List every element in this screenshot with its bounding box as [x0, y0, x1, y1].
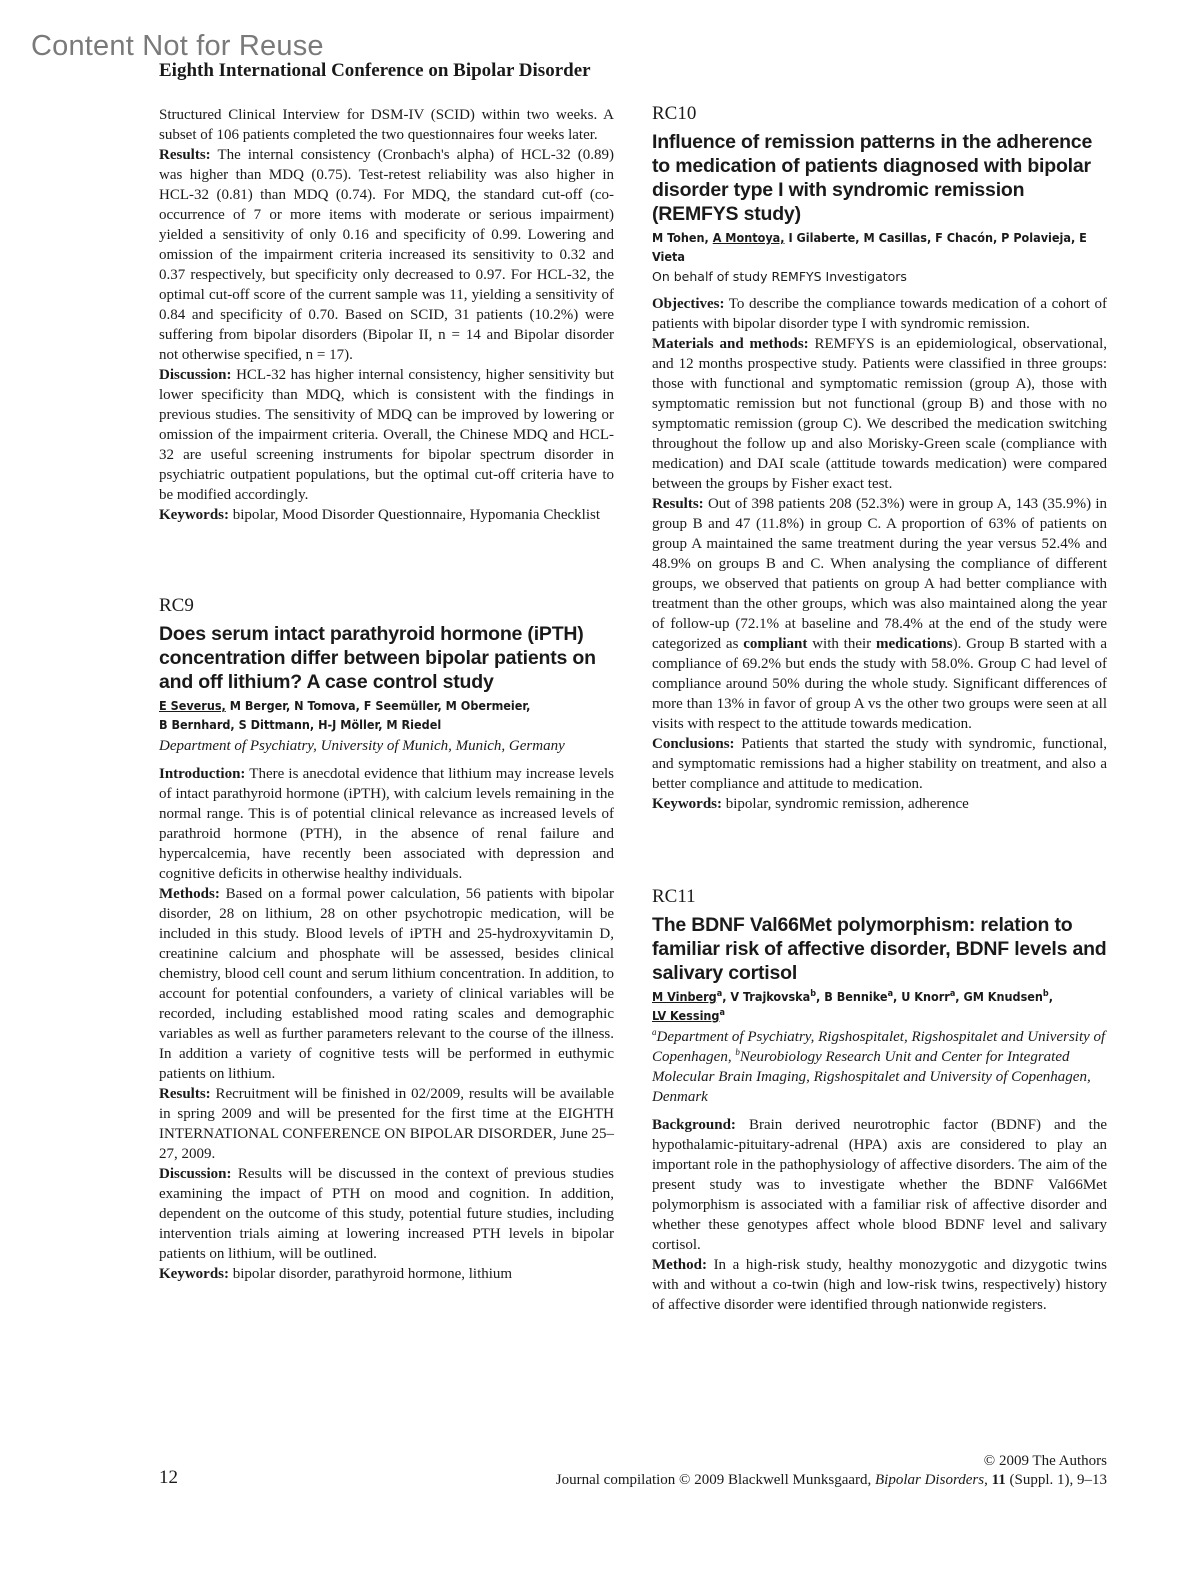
author-list: M Tohen, A Montoya, I Gilaberte, M Casillas, F Chacón, P Polavieja, E Vieta	[652, 230, 1087, 264]
abstract-title: Influence of remission patterns in the adherence to medication of patients diagnosed with bipolar disorder type I with syndromic remission (REMFYS study)	[652, 131, 1093, 225]
author-list: M Vinberg$^a$, V Trajkovska$^b$, B Bennike$^a$, U Knorr$^a$, GM Knudsen$^b$, LV Kessing$^a$	[652, 988, 1053, 1023]
journal-citation: Journal compilation © 2009 Blackwell Munksgaard, Bipolar Disorders, 11 (Suppl. 1), 9–13	[555, 1472, 1107, 1488]
abstract-rc10	[652, 103, 1107, 814]
watermark: Content Not for Reuse	[31, 30, 324, 62]
affiliation: $^a$Department of Psychiatry, Rigshospitalet, Rigshospitalet and University of Copenhagen, $^b$Neurobiology Research Unit and Center for Integrated Molecular Brain Imaging, Rigshospitalet and University of Copenhagen, Denmark	[652, 1027, 1106, 1105]
abstract-title: The BDNF Val66Met polymorphism: relation to familiar risk of affective disorder, BDNF levels and salivary cortisol	[652, 914, 1107, 984]
left-column	[159, 105, 614, 1284]
abstract-body: Introduction: There is anecdotal evidence that lithium may increase levels of intact parathyroid hormone (iPTH), with calcium levels remaining in the normal range. This is of potential clinical relevance as increased levels of parathroid hormone (PTH), in the absence of renal failure and hypercalcemia, have recently been associated with depression and cognitive deficits in otherwise healthy individuals. Methods: Based on a formal power calculation, 56 patients with bipolar disorder, 28 on lithium, 28 on other psychotropic medication, will be included in this study. Blood levels of iPTH and 25-hydroxyvitamin D, creatinine calcium and phosphate will be assessed, besides clinical chemistry, blood cell count and serum lithium concentration. In addition, to account for potential confounders, a variety of clinical variables will be recorded, including established mood rating scales and demographic variables as well as further parameters relevant to the course of the illness. In addition a variety of cognitive tests will be performed in euthymic patients on lithium. Results: Recruitment will be finished in 02/2009, results will be available in spring 2009 and will be presented for the first time at the EIGHTH INTERNATIONAL CONFERENCE ON BIPOLAR DISORDER, June 25–27, 2009. Discussion: Results will be discussed in the context of previous studies examining the impact of PTH on mood and cognition. In addition, dependent on the outcome of this study, potential future studies, including intervention trials aiming at lowering increased PTH levels in bipolar patients on lithium, will be outlined. Keywords: bipolar disorder, parathyroid hormone, lithium	[159, 766, 615, 1282]
copyright: © 2009 The Authors	[983, 1453, 1107, 1469]
abstract-body: Objectives: To describe the compliance towards medication of a cohort of patients with bipolar disorder type I with syndromic remission. Materials and methods: REMFYS is an epidemiological, observational, and 12 months prospective study. Patients were classified in three groups: those with functional and symptomatic remission (group A), those with symptomatic remission but not functional (group B) and those with no symptomatic remission (group C). We described the medication switching throughout the follow up and also Morisky-Green scale (compliance with medication) and DAI scale (attitude towards medication) were compared between the groups by Fisher exact test. Results: Out of 398 patients 208 (52.3%) were in group A, 143 (35.9%) in group B and 47 (11.8%) in group C. A proportion of 63% of patients on group A maintained the same treatment during the year versus 52.4% and 48.9% on groups B and C. When analysing the compliance of different groups, we observed that patients on group A had better compliance with treatment than the other groups, which was also maintained along the year of follow-up (72.1% at baseline and 78.4% at the end of the study were categorized as compliant with their medications). Group B started with a compliance of 69.2% but ends the study with 58.0%. Group C had level of compliance around 50% during the whole study. Significant differences of more than 13% in favor of group A vs the other two groups were seen at all visits with respect to the attitude towards medication. Conclusions: Patients that started the study with syndromic, functional, and symptomatic remissions had a higher stability on treatment, and also a better compliance and attitude to medication. Keywords: bipolar, syndromic remission, adherence	[652, 296, 1108, 812]
affiliation: Department of Psychiatry, University of Munich, Munich, Germany	[159, 738, 565, 754]
footer-credits	[556, 1452, 1107, 1490]
author-list: E Severus, M Berger, N Tomova, F Seemüller, M Obermeier, B Bernhard, S Dittmann, H-J Möller, M Riedel	[159, 698, 531, 732]
continuation-paragraph: Structured Clinical Interview for DSM-IV (SCID) within two weeks. A subset of 106 patients completed the two questionnaires four weeks later.	[159, 107, 614, 143]
running-head: Eighth International Conference on Bipolar Disorder	[159, 60, 591, 81]
abstract-id: RC10	[652, 103, 697, 124]
continuation-results: Results: The internal consistency (Cronbach's alpha) of HCL-32 (0.89) was higher than MDQ (0.75). Test-retest reliability was also higher in HCL-32 (0.81) than MDQ (0.74). For MDQ, the standard cut-off (co-occurrence of 7 or more items with moderate or serious impairment) yielded a sensitivity of only 0.16 and specificity of 0.99. Lowering and omission of the impairment criteria increased its sensitivity to 0.32 and 0.37 respectively, but specificity only decreased to 0.97. For HCL-32, the optimal cut-off score of the current sample was 11, yielding a sensitivity of 0.84 and specificity of 0.70. Based on SCID, 31 patients (10.2%) were suffering from bipolar disorders (Bipolar II, n = 14 and Bipolar disorder not otherwise specified, n = 17).	[159, 147, 614, 363]
abstract-body: Background: Brain derived neurotrophic factor (BDNF) and the hypothalamic-pituitary-adrenal (HPA) axis are considered to play an important role in the pathophysiology of affective disorders. The aim of the present study was to investigate whether the BDNF Val66Met polymorphism is associated with a familiar risk of affective disorder and whether these genotypes affect whole blood BDNF level and salivary cortisol. Method: In a high-risk study, healthy monozygotic and dizygotic twins with and without a co-twin (high and low-risk twins, respectively) history of affective disorder were identified through nationwide registers.	[652, 1117, 1108, 1313]
abstract-id: RC9	[159, 595, 194, 616]
abstract-id: RC11	[652, 886, 696, 907]
abstract-rc11	[652, 886, 1107, 1315]
page-number: 12	[159, 1467, 178, 1488]
investigators-note: On behalf of study REMFYS Investigators	[652, 269, 907, 284]
right-column	[652, 103, 1107, 1315]
continuation-keywords: Keywords: bipolar, Mood Disorder Questionnaire, Hypomania Checklist	[159, 507, 600, 523]
continuation-discussion: Discussion: HCL-32 has higher internal consistency, higher sensitivity but lower specificity than MDQ, which is consistent with the findings in previous studies. The sensitivity of MDQ can be improved by lowering or omission of the impairment criteria. Overall, the Chinese MDQ and HCL-32 are useful screening instruments for bipolar spectrum disorder in psychiatric outpatient populations, but the optimal cut-off criteria have to be modified accordingly.	[159, 367, 615, 503]
abstract-title: Does serum intact parathyroid hormone (iPTH) concentration differ between bipolar patients on and off lithium? A case control study	[159, 623, 596, 693]
abstract-rc9	[159, 595, 614, 1284]
